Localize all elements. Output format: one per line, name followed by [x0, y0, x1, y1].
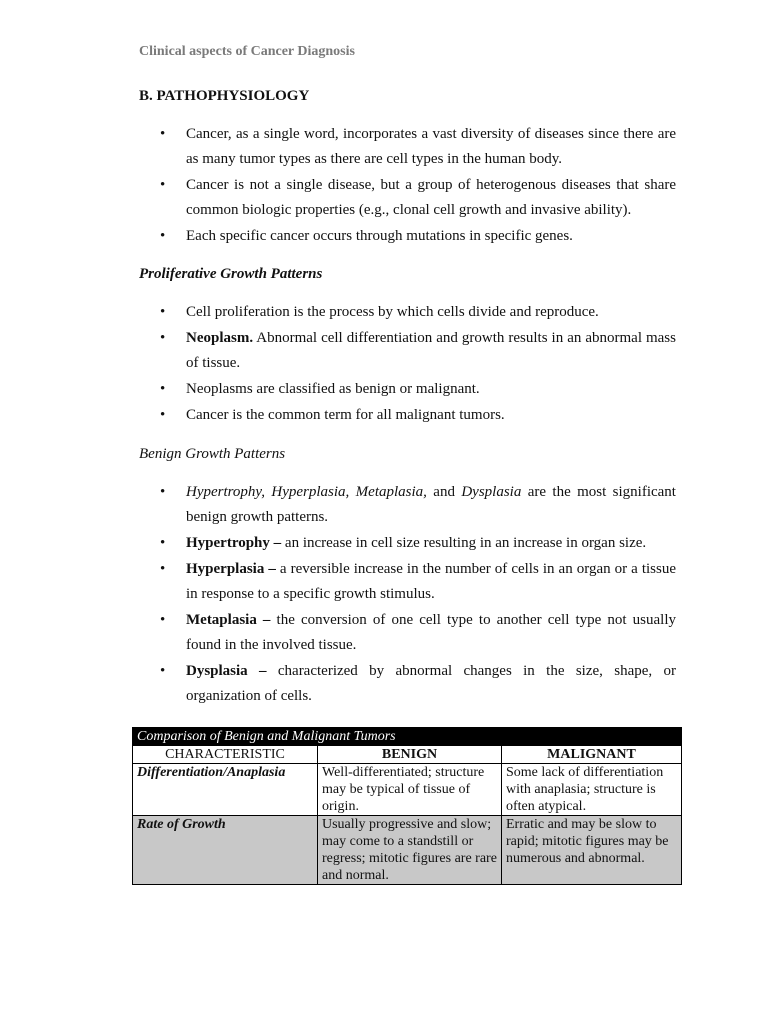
list-item: • Each specific cancer occurs through mutations in specific genes.: [140, 224, 676, 249]
proliferative-heading: Proliferative Growth Patterns: [139, 266, 323, 282]
benign-bullet-list: [140, 480, 676, 710]
table-row: [133, 764, 682, 816]
table-caption: Comparison of Benign and Malignant Tumors: [133, 728, 682, 746]
list-item: • Neoplasm. Abnormal cell differentiation and growth results in an abnormal mass of tissue.: [140, 326, 676, 376]
proliferative-bullet-list: [140, 300, 676, 429]
table-cell: Well-differentiated; structure may be typical of tissue of origin.: [318, 764, 502, 816]
table-row: [133, 816, 682, 885]
list-item: • Cell proliferation is the process by which cells divide and reproduce.: [140, 300, 676, 325]
table-header-row: [133, 746, 682, 764]
bullet-icon: •: [160, 177, 166, 193]
bullet-icon: •: [160, 304, 166, 320]
bullet-icon: •: [160, 381, 166, 397]
comparison-table: [132, 727, 682, 885]
running-header: Clinical aspects of Cancer Diagnosis: [139, 44, 355, 59]
list-item: • Metaplasia – the conversion of one cell type to another cell type not usually found in the involved tissue.: [140, 608, 676, 658]
table-cell: Erratic and may be slow to rapid; mitotic figures may be numerous and abnormal.: [502, 816, 682, 885]
column-header: MALIGNANT: [502, 746, 682, 764]
bullet-icon: •: [160, 535, 166, 551]
row-label: Rate of Growth: [133, 816, 318, 885]
list-item: • Hypertrophy – an increase in cell size resulting in an increase in organ size.: [140, 531, 676, 556]
bullet-icon: •: [160, 561, 166, 577]
bullet-icon: •: [160, 330, 166, 346]
bullet-icon: •: [160, 407, 166, 423]
list-item: • Cancer is not a single disease, but a group of heterogenous diseases that share common biologic properties (e.g., clonal cell growth and invasive ability).: [140, 173, 676, 223]
list-item: • Neoplasms are classified as benign or malignant.: [140, 377, 676, 402]
table-cell: Usually progressive and slow; may come to a standstill or regress; mitotic figures are rare and normal.: [318, 816, 502, 885]
list-item: • Hyperplasia – a reversible increase in the number of cells in an organ or a tissue in response to a specific growth stimulus.: [140, 557, 676, 607]
list-item: • Cancer is the common term for all malignant tumors.: [140, 403, 676, 428]
table-caption-row: [133, 728, 682, 746]
list-item: • Dysplasia – characterized by abnormal changes in the size, shape, or organization of cells.: [140, 659, 676, 709]
intro-bullet-list: [140, 122, 676, 250]
bullet-icon: •: [160, 228, 166, 244]
benign-heading: Benign Growth Patterns: [139, 446, 286, 462]
bullet-icon: •: [160, 484, 166, 500]
column-header: BENIGN: [318, 746, 502, 764]
bullet-icon: •: [160, 126, 166, 142]
list-item: • Hypertrophy, Hyperplasia, Metaplasia, and Dysplasia are the most significant benign growth patterns.: [140, 480, 676, 530]
table-cell: Some lack of differentiation with anaplasia; structure is often atypical.: [502, 764, 682, 816]
list-item: • Cancer, as a single word, incorporates a vast diversity of diseases since there are as many tumor types as there are cell types in the human body.: [140, 122, 676, 172]
row-label: Differentiation/Anaplasia: [133, 764, 318, 816]
column-header: CHARACTERISTIC: [133, 746, 318, 764]
section-heading: B. PATHOPHYSIOLOGY: [139, 88, 310, 104]
bullet-icon: •: [160, 663, 166, 679]
bullet-icon: •: [160, 612, 166, 628]
